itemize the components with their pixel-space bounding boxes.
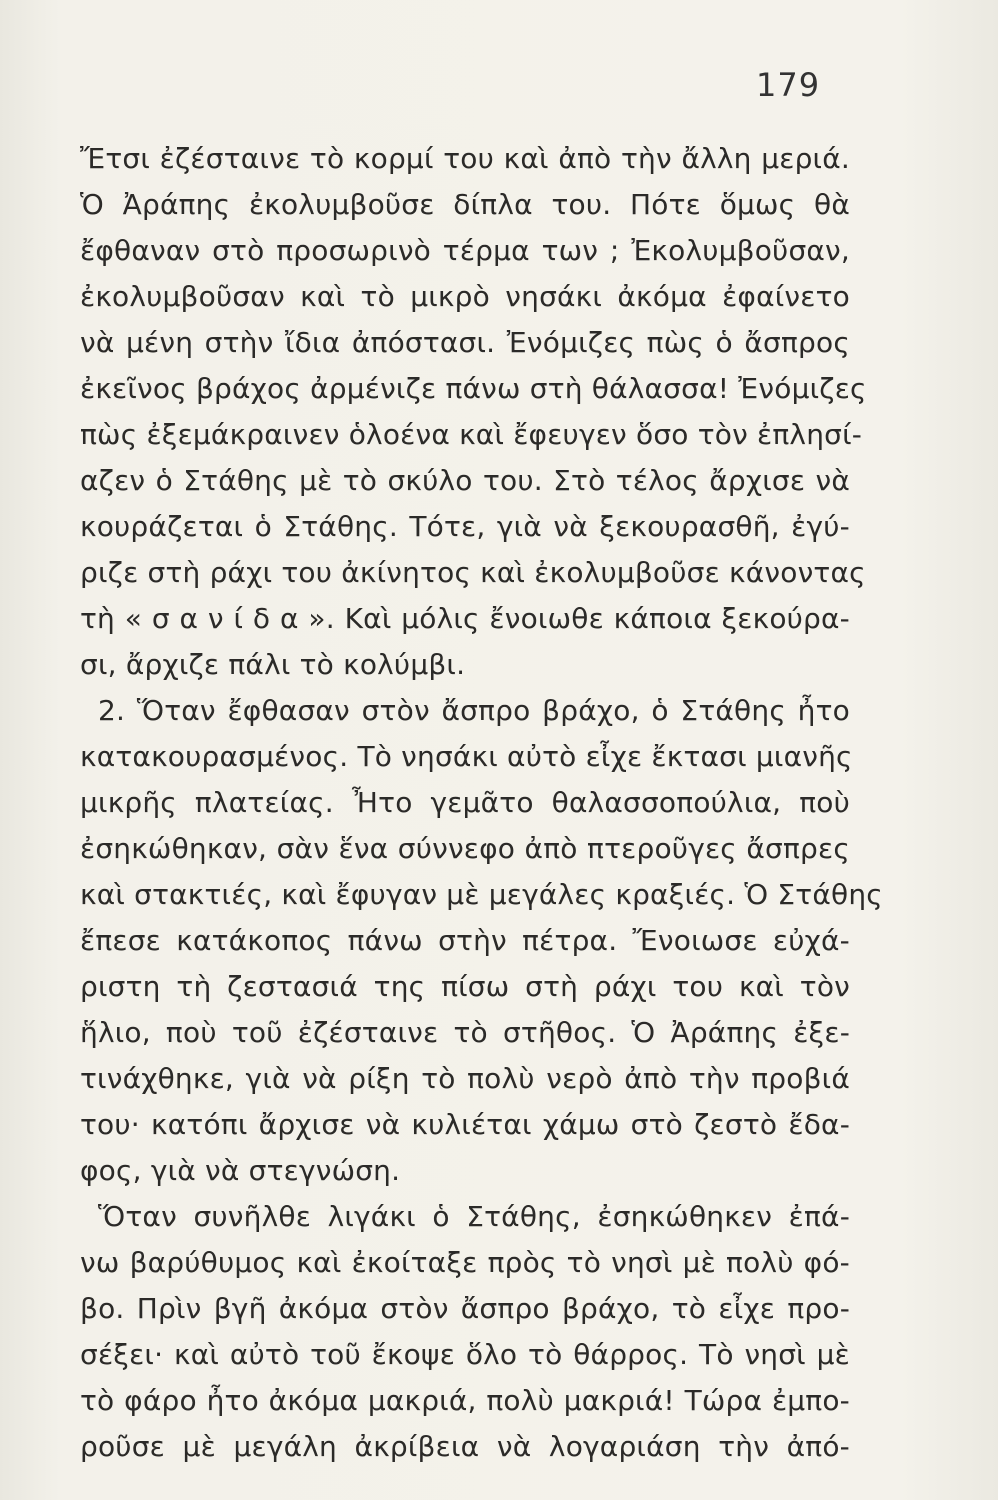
text-line: Ἔτσι ἐζέσταινε τὸ κορμί του καὶ ἀπὸ τὴν ἄλλη μεριά. xyxy=(80,142,850,175)
text-line: καὶ στακτιές, καὶ ἔφυγαν μὲ μεγάλες κραξιές. Ὁ Στάθης xyxy=(80,878,883,911)
text-line: ἔφθαναν στὸ προσωρινὸ τέρμα των ; Ἐκολυμβοῦσαν, xyxy=(80,234,850,267)
body-text xyxy=(80,136,883,1470)
text-line: Ὅταν συνῆλθε λιγάκι ὁ Στάθης, ἐσηκώθηκεν ἐπά- xyxy=(98,1200,850,1233)
text-line: ἐκολυμβοῦσαν καὶ τὸ μικρὸ νησάκι ἀκόμα ἐφαίνετο xyxy=(80,280,850,313)
text-line: ριζε στὴ ράχι του ἀκίνητος καὶ ἐκολυμβοῦσε κάνοντας xyxy=(80,556,866,589)
text-line: κουράζεται ὁ Στάθης. Τότε, γιὰ νὰ ξεκουρασθῆ, ἐγύ- xyxy=(80,510,850,543)
text-line: τὸ φάρο ἦτο ἀκόμα μακριά, πολὺ μακριά! Τώρα ἐμπο- xyxy=(80,1384,850,1417)
text-line: αζεν ὁ Στάθης μὲ τὸ σκύλο του. Στὸ τέλος ἄρχισε νὰ xyxy=(80,464,850,497)
text-line: του· κατόπι ἄρχισε νὰ κυλιέται χάμω στὸ ζεστὸ ἔδα- xyxy=(80,1108,850,1141)
text-line: νω βαρύθυμος καὶ ἐκοίταξε πρὸς τὸ νησὶ μὲ πολὺ φό- xyxy=(80,1246,850,1279)
text-line: σέξει· καὶ αὐτὸ τοῦ ἔκοψε ὅλο τὸ θάρρος. Τὸ νησὶ μὲ xyxy=(80,1338,850,1371)
text-line: 2. Ὅταν ἔφθασαν στὸν ἄσπρο βράχο, ὁ Στάθης ἦτο xyxy=(98,694,850,727)
text-line: ριστη τὴ ζεστασιά της πίσω στὴ ράχι του καὶ τὸν xyxy=(80,970,850,1003)
text-line: πὼς ἐξεμάκραινεν ὁλοένα καὶ ἔφευγεν ὅσο τὸν ἐπλησί- xyxy=(80,418,863,451)
text-line: τινάχθηκε, γιὰ νὰ ρίξη τὸ πολὺ νερὸ ἀπὸ τὴν προβιά xyxy=(80,1062,850,1095)
text-line: ροῦσε μὲ μεγάλη ἀκρίβεια νὰ λογαριάση τὴν ἀπό- xyxy=(80,1430,850,1463)
text-line: τὴ « σ α ν ί δ α ». Καὶ μόλις ἔνοιωθε κάποια ξεκούρα- xyxy=(80,602,850,635)
text-line: ἐκεῖνος βράχος ἀρμένιζε πάνω στὴ θάλασσα! Ἐνόμιζες xyxy=(80,372,867,405)
text-line: νὰ μένη στὴν ἴδια ἀπόστασι. Ἐνόμιζες πὼς ὁ ἄσπρος xyxy=(80,326,850,359)
text-line: Ὁ Ἀράπης ἐκολυμβοῦσε δίπλα του. Πότε ὅμως θὰ xyxy=(80,188,850,221)
text-line: μικρῆς πλατείας. Ἦτο γεμᾶτο θαλασσοπούλια, ποὺ xyxy=(80,786,850,819)
text-line: βο. Πρὶν βγῆ ἀκόμα στὸν ἄσπρο βράχο, τὸ εἶχε προ- xyxy=(80,1292,850,1325)
text-line: φος, γιὰ νὰ στεγνώση. xyxy=(80,1154,401,1187)
text-line: ἐσηκώθηκαν, σὰν ἕνα σύννεφο ἀπὸ πτεροῦγες ἄσπρες xyxy=(80,832,850,865)
text-line: ἔπεσε κατάκοπος πάνω στὴν πέτρα. Ἔνοιωσε εὐχά- xyxy=(80,924,850,957)
text-line: σι, ἄρχιζε πάλι τὸ κολύμβι. xyxy=(80,648,466,681)
page-number: 179 xyxy=(756,66,821,104)
text-line: κατακουρασμένος. Τὸ νησάκι αὐτὸ εἶχε ἔκτασι μιανῆς xyxy=(80,740,853,773)
text-line: ἥλιο, ποὺ τοῦ ἐζέσταινε τὸ στῆθος. Ὁ Ἀράπης ἐξε- xyxy=(80,1016,850,1049)
